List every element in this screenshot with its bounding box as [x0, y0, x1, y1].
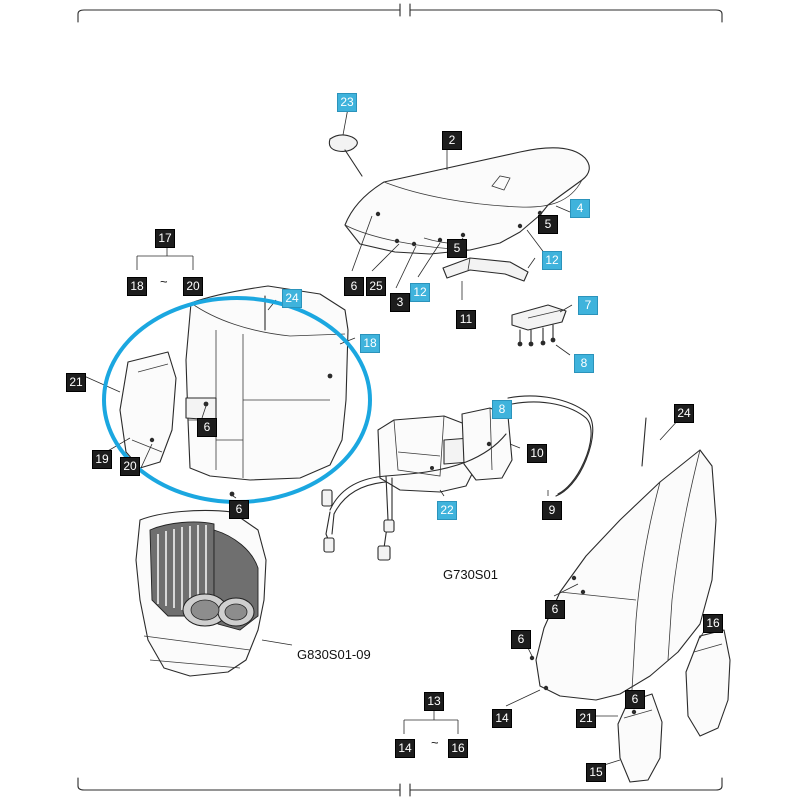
callout-19: 19: [92, 450, 112, 469]
callout-6-a: 6: [344, 277, 364, 296]
callout-6-f: 6: [625, 690, 645, 709]
callout-9: 9: [542, 501, 562, 520]
assembly-code-g830s01-09: G830S01-09: [297, 647, 371, 662]
legend-tilde-top: ~: [160, 274, 168, 289]
callout-21-b: 21: [576, 709, 596, 728]
callout-17: 17: [155, 229, 175, 248]
callout-14-b: 14: [492, 709, 512, 728]
callout-4: 4: [570, 199, 590, 218]
part-left-fender-18: [186, 286, 355, 498]
callout-18-a: 18: [127, 277, 147, 296]
callout-2: 2: [442, 131, 462, 150]
callout-7: 7: [578, 296, 598, 315]
callout-8-b: 8: [492, 400, 512, 419]
callout-6-b: 6: [197, 418, 217, 437]
callout-6-d: 6: [545, 600, 565, 619]
callout-3: 3: [390, 293, 410, 312]
callout-23: 23: [337, 93, 357, 112]
callout-14-a: 14: [395, 739, 415, 758]
callout-8-a: 8: [574, 354, 594, 373]
callout-5-b: 5: [538, 215, 558, 234]
callout-20-a: 20: [183, 277, 203, 296]
callout-12-a: 12: [410, 283, 430, 302]
part-bracket-11: [443, 258, 535, 300]
callout-5-a: 5: [447, 239, 467, 258]
callout-18-b: 18: [360, 334, 380, 353]
callout-6-e: 6: [511, 630, 531, 649]
callout-21-a: 21: [66, 373, 86, 392]
legend-tilde-bottom: ~: [431, 735, 439, 750]
assembly-code-g730s01: G730S01: [443, 567, 498, 582]
callout-20-b: 20: [120, 457, 140, 476]
callout-24-b: 24: [674, 404, 694, 423]
callout-22: 22: [437, 501, 457, 520]
callout-24-a: 24: [282, 289, 302, 308]
callout-10: 10: [527, 444, 547, 463]
part-right-flap-16: [686, 628, 730, 736]
callout-6-c: 6: [229, 500, 249, 519]
callout-25: 25: [366, 277, 386, 296]
callout-11: 11: [456, 310, 476, 329]
callout-16-a: 16: [703, 614, 723, 633]
callout-12-b: 12: [542, 251, 562, 270]
part-bracket-7: [512, 305, 572, 355]
callout-16-b: 16: [448, 739, 468, 758]
part-grille: [136, 510, 292, 676]
callout-13: 13: [424, 692, 444, 711]
callout-15: 15: [586, 763, 606, 782]
